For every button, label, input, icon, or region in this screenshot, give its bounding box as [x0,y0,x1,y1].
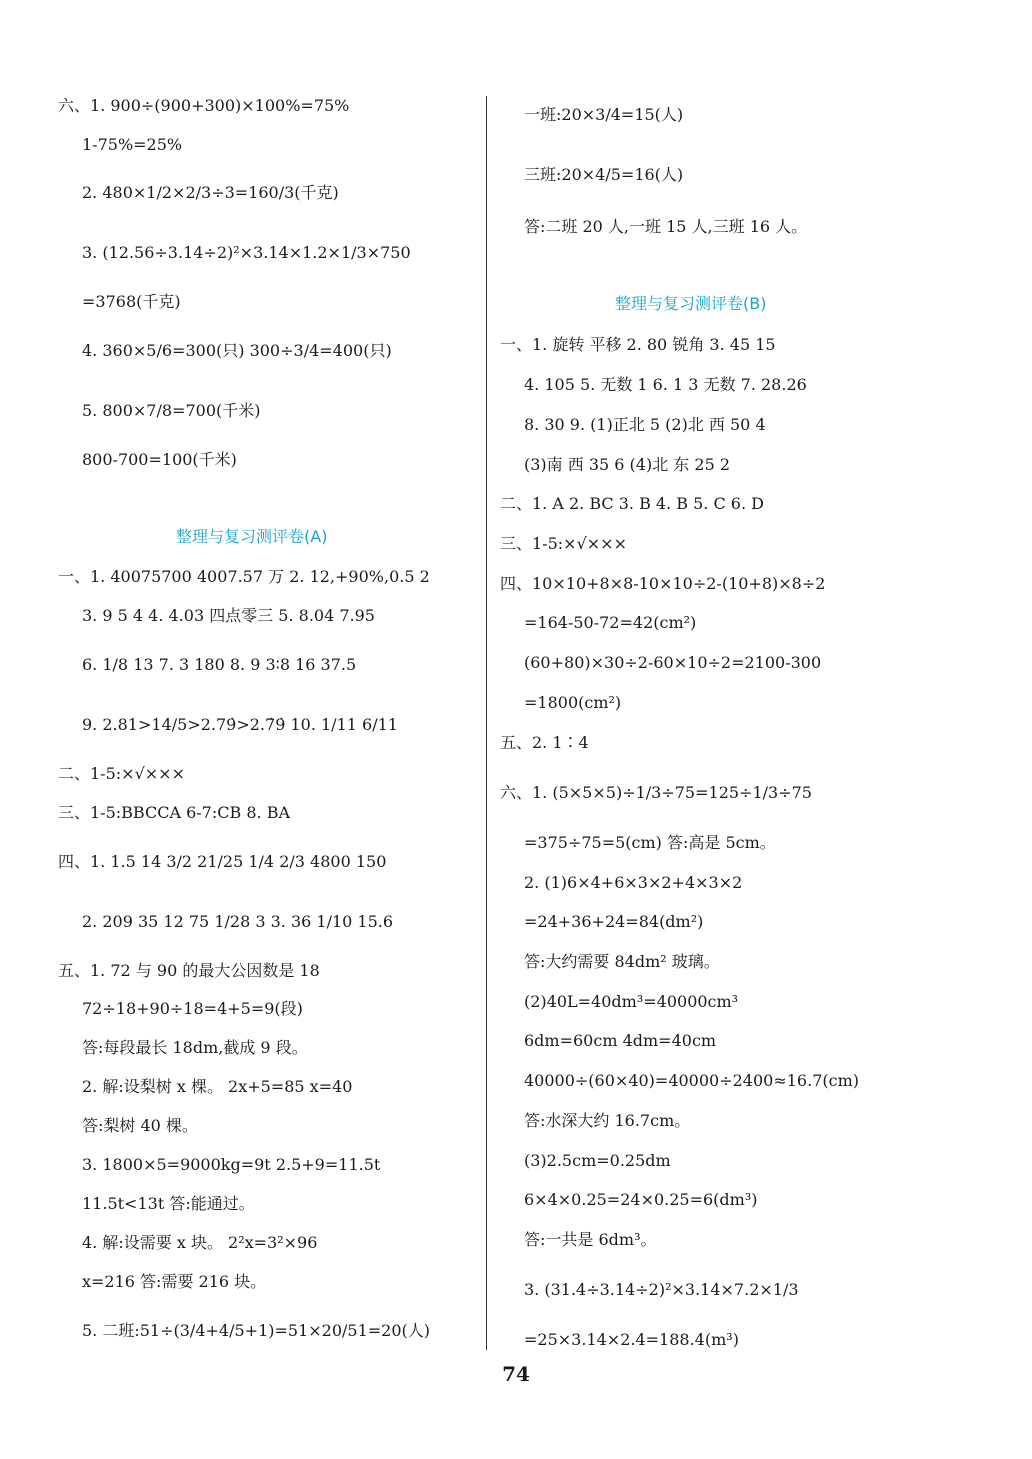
answer-line: 一、1. 40075700 4007.57 万 2. 12,+90%,0.5 2 [58,567,430,586]
answer-line: 800-700=100(千米) [82,450,237,469]
answer-line: 六、1. (5×5×5)÷1/3÷75=125÷1/3÷75 [500,783,812,802]
answer-line: 40000÷(60×40)=40000÷2400≈16.7(cm) [524,1071,859,1090]
answer-line: 答:每段最长 18dm,截成 9 段。 [82,1038,308,1057]
answer-line: 3. (31.4÷3.14÷2)²×3.14×7.2×1/3 [524,1280,799,1299]
answer-line: 一班:20×3/4=15(人) [524,105,684,124]
answer-line: 三班:20×4/5=16(人) [524,165,684,184]
answer-line: 一、1. 旋转 平移 2. 80 锐角 3. 45 15 [500,335,776,354]
answer-line: 5. 800×7/8=700(千米) [82,401,261,420]
answer-line: 2. 209 35 12 75 1/28 3 3. 36 1/10 15.6 [82,912,394,931]
answer-line: 二、1. A 2. BC 3. B 4. B 5. C 6. D [500,494,764,513]
answer-line: (60+80)×30÷2-60×10÷2=2100-300 [524,653,822,672]
answer-line: =1800(cm²) [524,693,622,712]
answer-line: 三、1-5:BBCCA 6-7:CB 8. BA [58,803,291,822]
answer-line: =164-50-72=42(cm²) [524,613,697,632]
answer-line: =25×3.14×2.4=188.4(m³) [524,1330,739,1349]
answer-line: 3. 1800×5=9000kg=9t 2.5+9=11.5t [82,1155,381,1174]
answer-line: 11.5t<13t 答:能通过。 [82,1194,255,1213]
answer-line: 6. 1/8 13 7. 3 180 8. 9 3∶8 16 37.5 [82,655,357,674]
answer-line: 4. 360×5/6=300(只) 300÷3/4=400(只) [82,341,392,360]
answer-line: 1-75%=25% [82,135,183,154]
answer-line: 4. 105 5. 无数 1 6. 1 3 无数 7. 28.26 [524,375,807,394]
answer-line: (3)南 西 35 6 (4)北 东 25 2 [524,455,731,474]
answer-line: 答:一共是 6dm³。 [524,1230,657,1249]
answer-line: 答:大约需要 84dm² 玻璃。 [524,952,720,971]
answer-line: 四、1. 1.5 14 3/2 21/25 1/4 2/3 4800 150 [58,852,387,871]
answer-line: 8. 30 9. (1)正北 5 (2)北 西 50 4 [524,415,766,434]
answer-line: 9. 2.81>14/5>2.79̇>2.7̇9̇ 10. 1/11 6/11 [82,715,398,734]
section-heading-b: 整理与复习测评卷(B) [615,294,767,313]
answer-line: 6dm=60cm 4dm=40cm [524,1031,717,1050]
answer-line: 答:二班 20 人,一班 15 人,三班 16 人。 [524,217,808,236]
answer-line: 2. (1)6×4+6×3×2+4×3×2 [524,873,743,892]
answer-line: 六、1. 900÷(900+300)×100%=75% [58,96,350,115]
answer-line: 2. 480×1/2×2/3÷3=160/3(千克) [82,183,339,202]
answer-line: 72÷18+90÷18=4+5=9(段) [82,999,303,1018]
answer-line: 3. 9 5 4 4. 4.03 四点零三 5. 8.04 7.95 [82,606,375,625]
answer-line: (2)40L=40dm³=40000cm³ [524,992,739,1011]
section-heading-a: 整理与复习测评卷(A) [176,527,328,546]
page-number: 74 [502,1362,530,1386]
answer-line: 四、10×10+8×8-10×10÷2-(10+8)×8÷2 [500,574,826,593]
answer-line: =375÷75=5(cm) 答:高是 5cm。 [524,833,776,852]
answer-line: 4. 解:设需要 x 块。 2²x=3²×96 [82,1233,318,1252]
answer-line: 二、1-5:×√××× [58,764,185,783]
answer-line: 3. (12.56÷3.14÷2)²×3.14×1.2×1/3×750 [82,243,411,262]
answer-line: =3768(千克) [82,292,181,311]
answer-line: 五、1. 72 与 90 的最大公因数是 18 [58,961,320,980]
answer-line: x=216 答:需要 216 块。 [82,1272,267,1291]
answer-line: 6×4×0.25=24×0.25=6(dm³) [524,1190,758,1209]
answer-line: =24+36+24=84(dm²) [524,912,704,931]
column-divider [486,96,487,1350]
answer-line: 答:水深大约 16.7cm。 [524,1111,691,1130]
answer-line: 5. 二班:51÷(3/4+4/5+1)=51×20/51=20(人) [82,1321,431,1340]
answer-line: 答:梨树 40 棵。 [82,1116,198,1135]
answer-line: 三、1-5:×√××× [500,534,627,553]
answer-line: 五、2. 1∶4 [500,733,589,752]
answer-line: (3)2.5cm=0.25dm [524,1151,671,1170]
answer-line: 2. 解:设梨树 x 棵。 2x+5=85 x=40 [82,1077,353,1096]
